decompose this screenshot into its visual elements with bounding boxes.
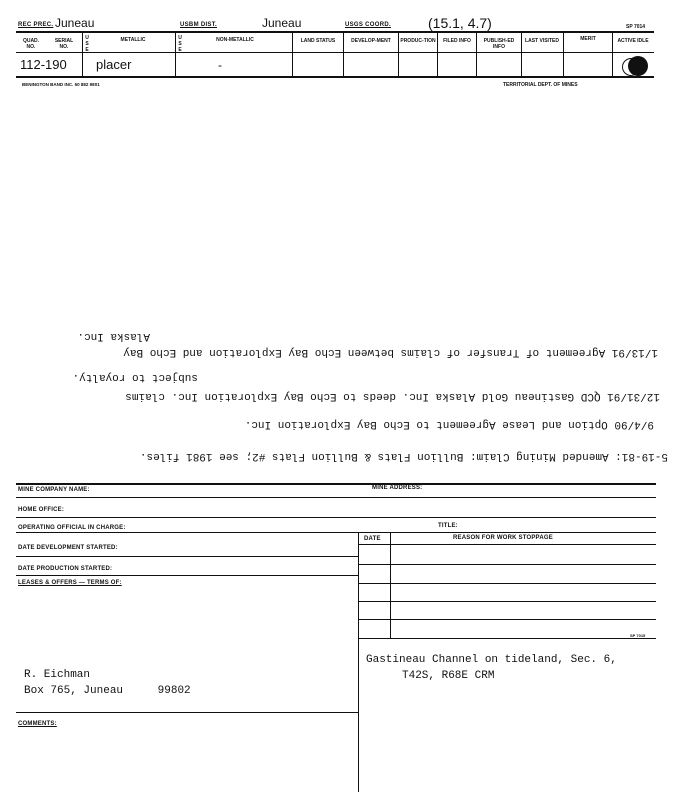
form-rule <box>16 497 656 498</box>
col-last-visited: LAST VISITED <box>525 38 559 44</box>
col-filed-info: FILED INFO <box>443 38 471 44</box>
col-quad: QUAD. NO. <box>22 38 40 50</box>
right-table-vertical <box>358 532 359 792</box>
col-use-2: U S E <box>178 35 182 53</box>
col-merit: MERIT <box>580 36 596 42</box>
notes-block <box>50 330 668 466</box>
header-bottom-rule <box>16 76 654 78</box>
location-line-1: Gastineau Channel on tideland, Sec. 6, <box>366 654 617 666</box>
col-use-1: U S E <box>85 35 89 53</box>
table-rule <box>358 601 656 602</box>
lessee-block <box>24 667 191 699</box>
leases-label: LEASES & OFFERS — TERMS OF: <box>18 580 122 586</box>
date-column-header: DATE <box>364 536 381 542</box>
col-land-status: LAND STATUS <box>300 38 336 44</box>
operating-official-label: OPERATING OFFICIAL IN CHARGE: <box>18 525 126 531</box>
quad-serial-value: 112-190 <box>20 57 67 72</box>
form-number-2: SP 7015 <box>630 633 646 638</box>
table-rule <box>358 583 656 584</box>
form-rule <box>16 575 358 576</box>
lessee-name: R. Eichman <box>24 669 91 681</box>
home-office-label: HOME OFFICE: <box>18 507 65 513</box>
col-metallic: METALLIC <box>120 37 146 43</box>
note-line: 9/4/90 Option and Lease Agreement to Echo Bay Exploration Inc. <box>244 418 654 430</box>
col-active-idle: ACTIVE IDLE <box>617 38 649 44</box>
location-line-2: T42S, R68E CRM <box>402 670 495 682</box>
col-development: DEVELOP-MENT <box>351 38 391 44</box>
form-top-rule <box>16 483 656 485</box>
note-line: Alaska Inc. <box>77 330 150 342</box>
title-label: TITLE: <box>438 523 458 529</box>
territorial-dept: TERRITORIAL DEPT. OF MINES <box>503 82 578 88</box>
metallic-value: placer <box>96 57 132 72</box>
header-mid-rule <box>16 52 654 53</box>
note-line: 1/13/91 Agreement of Transfer of claims between Echo Bay Exploration and Echo Bay <box>123 346 658 358</box>
form-rule <box>16 532 656 533</box>
table-rule <box>358 544 656 545</box>
header-top-rule <box>16 31 654 33</box>
mine-address-label: MINE ADDRESS: <box>372 485 423 491</box>
location-block <box>366 652 617 684</box>
reason-column-header: REASON FOR WORK STOPPAGE <box>453 535 553 541</box>
rec-prec-label: REC PREC. <box>18 22 54 28</box>
comments-rule <box>16 712 358 713</box>
usgs-coord-value: (15.1, 4.7) <box>428 15 492 31</box>
col-non-metallic: NON-METALLIC <box>216 37 254 43</box>
table-rule <box>358 619 656 620</box>
lessee-zip: 99802 <box>157 685 191 697</box>
date-production-label: DATE PRODUCTION STARTED: <box>18 566 113 572</box>
lessee-address: Box 765, Juneau <box>24 685 124 697</box>
non-metallic-value: - <box>218 58 222 72</box>
note-line: 12/31/91 QCD Gastineau Gold Alaska Inc. deeds to Echo Bay Exploration Inc. claims <box>125 390 660 402</box>
printer-credit: BENINGTON BAND INC. 50 882 9801 <box>22 82 100 87</box>
comments-label: COMMENTS: <box>18 721 57 727</box>
form-number: SP 7014 <box>626 24 646 30</box>
lessee-address-line <box>24 683 191 699</box>
note-line: subject to royalty. <box>72 371 198 383</box>
date-development-label: DATE DEVELOPMENT STARTED: <box>18 545 118 551</box>
table-rule <box>358 638 656 639</box>
col-published-info: PUBLISH-ED INFO <box>483 38 515 50</box>
note-line: 5-19-81: Amended Mining Claim: Bullion Flats & Bullion Flats #2; see 1981 files. <box>139 450 668 462</box>
usgs-coord-label: USGS COORD. <box>345 22 391 28</box>
usbm-dist-value: Juneau <box>262 16 302 30</box>
rec-prec-value: Juneau <box>55 16 95 30</box>
date-col-divider <box>390 532 391 638</box>
form-rule <box>16 556 358 557</box>
table-rule <box>358 564 656 565</box>
active-filled-circle-icon <box>628 56 648 76</box>
form-rule <box>16 517 656 518</box>
col-production: PRODUC-TION <box>400 38 436 44</box>
col-serial: SERIAL NO. <box>54 38 74 50</box>
mine-company-name-label: MINE COMPANY NAME: <box>18 487 90 493</box>
usbm-dist-label: USBM DIST. <box>180 22 218 28</box>
